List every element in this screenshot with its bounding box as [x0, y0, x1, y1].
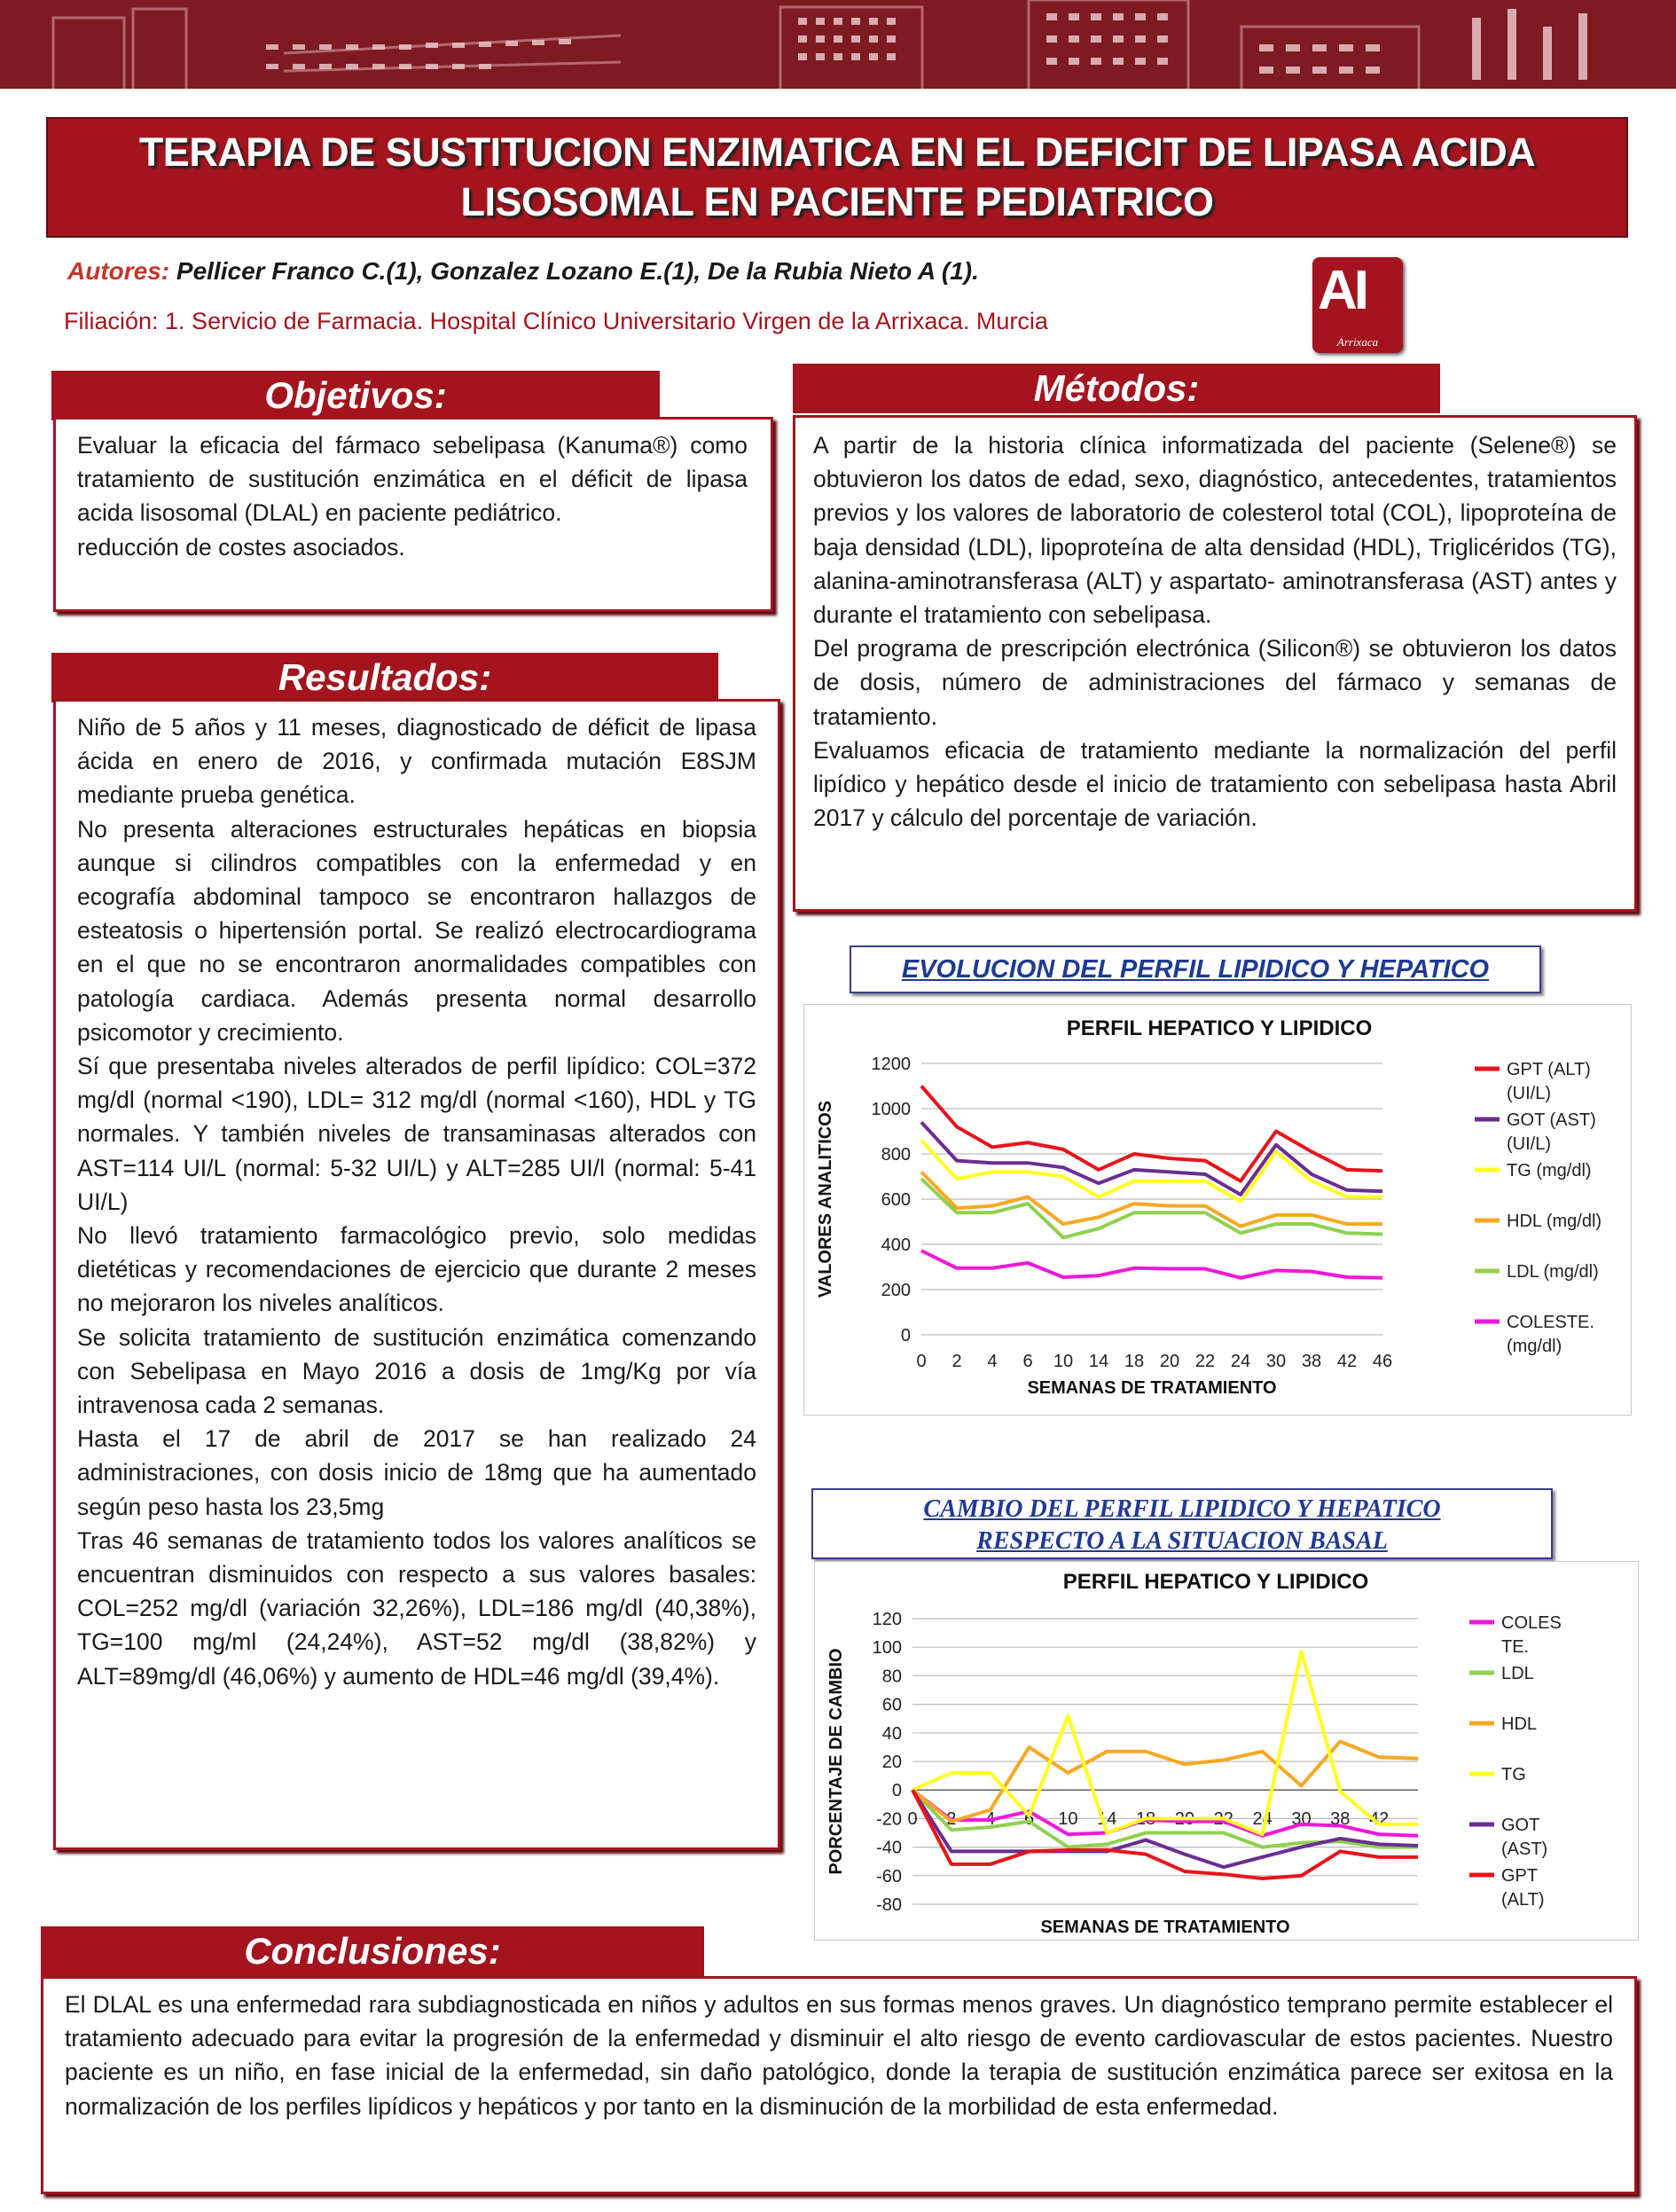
x-tick-label: 6 — [1022, 1352, 1033, 1371]
resultados-paragraph: Sí que presentaba niveles alterados de perfil lipídico: COL=372 mg/dl (normal <190), LDL= 312 mg/dl (normal <160), HDL y TG normales. Y también niveles de transaminasas alterados con AST=114 UI/L (normal: 5-32 UI/L) y ALT=285 UI/l (normal: 5-41 UI/L) — [77, 1053, 756, 1215]
conclusiones-heading: Conclusiones: — [41, 1926, 704, 1976]
y-tick-label: 400 — [881, 1235, 911, 1255]
legend-label: LDL — [1501, 1664, 1534, 1683]
series-line — [921, 1086, 1382, 1181]
affiliation: Filiación: 1. Servicio de Farmacia. Hospital Clínico Universitario Virgen de la Arrixaca. Murcia — [64, 308, 1048, 334]
objetivos-heading: Objetivos: — [51, 371, 660, 420]
x-tick-label: 4 — [985, 1809, 996, 1829]
x-axis-label: SEMANAS DE TRATAMIENTO — [1040, 1918, 1290, 1937]
x-tick-label: 22 — [1213, 1809, 1234, 1829]
x-tick-label: 20 — [1174, 1809, 1195, 1829]
metodos-paragraph: Del programa de prescripción electrónica (Silicon®) se obtuvieron los datos de dosis, número de administraciones del fármaco y semanas de tratamiento. — [813, 635, 1617, 730]
x-tick-label: 30 — [1265, 1352, 1287, 1371]
logo-text: AI — [1318, 260, 1366, 321]
x-tick-label: 10 — [1053, 1352, 1074, 1371]
legend-label: (AST) — [1501, 1839, 1548, 1859]
legend-label: (mg/dl) — [1507, 1337, 1562, 1356]
chart2-svg — [815, 1562, 1638, 1940]
legend-label: TG (mg/dl) — [1507, 1161, 1592, 1181]
x-tick-label: 4 — [987, 1352, 998, 1371]
y-tick-label: 600 — [881, 1190, 911, 1210]
x-tick-label: 46 — [1372, 1352, 1393, 1371]
legend-label: (ALT) — [1501, 1890, 1545, 1910]
y-tick-label: 80 — [881, 1667, 902, 1687]
authors-label: Autores: — [67, 257, 170, 285]
metodos-paragraph: A partir de la historia clínica informatizada del paciente (Selene®) se obtuvieron los datos de edad, sexo, diagnóstico, antecedentes, tratamientos previos y los valores de laboratorio de colesterol total (COL), lipoproteína de baja densidad (LDL), lipoproteína de alta densidad (HDL), Triglicéridos (TG), alanina-aminotransferasa (ALT) y aspartato- aminotransferasa (AST) antes y durante el tratamiento con sebelipasa. — [813, 432, 1617, 629]
x-axis-label: SEMANAS DE TRATAMIENTO — [1027, 1378, 1277, 1398]
y-tick-label: 40 — [881, 1723, 902, 1744]
y-tick-label: 800 — [881, 1145, 911, 1165]
y-tick-label: -80 — [876, 1895, 902, 1915]
x-tick-label: 42 — [1369, 1809, 1390, 1829]
y-tick-label: 1000 — [871, 1100, 911, 1119]
chart1-heading: EVOLUCION DEL PERFIL LIPIDICO Y HEPATICO — [850, 945, 1541, 993]
y-tick-label: 20 — [881, 1753, 902, 1772]
legend-label: (UI/L) — [1507, 1084, 1551, 1103]
y-tick-label: -20 — [876, 1809, 902, 1830]
x-tick-label: 42 — [1336, 1352, 1358, 1371]
legend-label: GPT — [1501, 1866, 1539, 1886]
poster-title-box — [46, 117, 1628, 238]
resultados-paragraph: Tras 46 semanas de tratamiento todos los valores analíticos se encuentran disminuidos con respecto a sus valores basales: COL=252 mg/dl (variación 32,26%), LDL=186 mg/dl (40,38%), TG=100 mg/ml (24,24%), AST=52 mg/dl (38,82%) y ALT=89mg/dl (46,06%) y aumento de HDL=46 mg/dl (39,4%). — [77, 1526, 756, 1690]
metodos-heading: Métodos: — [793, 364, 1440, 413]
legend-label: HDL — [1501, 1714, 1538, 1734]
resultados-paragraph: No llevó tratamiento farmacológico previo, solo medidas dietéticas y recomendaciones de ejercicio que durante 2 meses no mejoraron los niveles analíticos. — [77, 1222, 756, 1317]
series-line — [921, 1179, 1382, 1237]
chart2-heading-line: CAMBIO DEL PERFIL LIPIDICO Y HEPATICO — [923, 1495, 1441, 1523]
x-tick-label: 10 — [1058, 1809, 1078, 1829]
x-tick-label: 38 — [1301, 1352, 1322, 1371]
objetivos-paragraph: Evaluar la eficacia del fármaco sebelipasa (Kanuma®) como tratamiento de sustitución enzimática en el déficit de lipasa acida lisosomal (DLAL) en paciente pediátrico. — [77, 432, 748, 527]
chart2-frame — [814, 1561, 1639, 1941]
x-tick-label: 14 — [1088, 1352, 1109, 1371]
y-axis-label: VALORES ANALITICOS — [816, 1100, 835, 1298]
x-tick-label: 2 — [946, 1809, 957, 1829]
objetivos-paragraph: reducción de costes asociados. — [77, 533, 405, 561]
y-tick-label: 100 — [872, 1638, 902, 1659]
x-tick-label: 24 — [1252, 1809, 1273, 1829]
x-tick-label: 14 — [1097, 1809, 1117, 1829]
metodos-box — [793, 415, 1637, 912]
legend-label: COLESTE. — [1507, 1313, 1594, 1332]
resultados-paragraph: Hasta el 17 de abril de 2017 se han realizado 24 administraciones, con dosis inicio de 18mg que ha aumentado según peso hasta los 23,5mg — [77, 1425, 756, 1520]
chart1-frame — [803, 1004, 1632, 1416]
header-banner — [0, 0, 1676, 89]
legend-label: HDL (mg/dl) — [1507, 1212, 1602, 1231]
x-tick-label: 2 — [952, 1352, 962, 1371]
conclusiones-text: El DLAL es una enfermedad rara subdiagnosticada en niños y adultos en sus formas menos graves. Un diagnóstico temprano permite establecer el tratamiento adecuado para evitar la progresión de la enfermedad y disminuir el alto riesgo de evento cardiovascular de estos pacientes. Nuestro paciente es un niño, en fase inicial de la enfermedad, sin daño patológico, donde la terapia de sustitución enzimática parece ser exitosa en la normalización de los perfiles lipídicos y hepáticos y por tanto en la disminución de la morbilidad de esta enfermedad. — [65, 1991, 1613, 2120]
chart-title: PERFIL HEPATICO Y LIPIDICO — [1066, 1016, 1373, 1040]
authors-names: Pellicer Franco C.(1), Gonzalez Lozano E.(1), De la Rubia Nieto A (1). — [176, 257, 979, 285]
y-tick-label: -60 — [876, 1866, 902, 1886]
resultados-box — [53, 699, 780, 1850]
chart2-heading-line: RESPECTO A LA SITUACION BASAL — [976, 1527, 1388, 1555]
x-tick-label: 6 — [1023, 1809, 1035, 1829]
logo-subtext: Arrixaca — [1336, 335, 1379, 349]
poster-title: TERAPIA DE SUSTITUCION ENZIMATICA EN EL DEFICIT DE LIPASA ACIDA LISOSOMAL EN PACIENTE PEDIATRICO — [138, 129, 1536, 224]
chart-title: PERFIL HEPATICO Y LIPIDICO — [1062, 1570, 1369, 1594]
legend-label: GPT (ALT) — [1507, 1060, 1591, 1079]
x-tick-label: 22 — [1194, 1352, 1216, 1371]
chart1-svg — [804, 1005, 1631, 1415]
x-tick-label: 0 — [916, 1352, 927, 1371]
y-tick-label: 1200 — [871, 1055, 911, 1074]
legend-label: TE. — [1501, 1637, 1530, 1657]
conclusiones-box — [41, 1976, 1637, 2194]
legend-label: TG — [1501, 1765, 1526, 1785]
y-tick-label: 60 — [881, 1695, 902, 1715]
banner-decoration — [0, 0, 1676, 89]
chart2-heading — [811, 1488, 1553, 1559]
authors-line — [67, 257, 979, 286]
legend-label: (UI/L) — [1507, 1134, 1551, 1154]
y-tick-label: 200 — [881, 1281, 911, 1300]
y-tick-label: 0 — [891, 1781, 902, 1801]
resultados-heading: Resultados: — [51, 653, 718, 702]
resultados-paragraph: No presenta alteraciones estructurales hepáticas en biopsia aunque si cilindros compatibles con la enfermedad y en ecografía abdominal tampoco se encontraron hallazgos de esteatosis o hipertensión portal. Se realizó electrocardiograma en el que no se encontraron anormalidades compatibles con patología cardiaca. Además presenta normal desarrollo psicomotor y crecimiento. — [77, 815, 756, 1046]
legend-label: GOT — [1501, 1816, 1540, 1835]
legend-label: GOT (AST) — [1507, 1110, 1596, 1130]
y-axis-label: PORCENTAJE DE CAMBIO — [826, 1648, 846, 1875]
y-tick-label: -40 — [876, 1838, 902, 1858]
legend-label: LDL (mg/dl) — [1507, 1262, 1599, 1282]
x-tick-label: 30 — [1291, 1809, 1312, 1829]
x-tick-label: 0 — [907, 1809, 918, 1829]
x-tick-label: 18 — [1124, 1352, 1145, 1371]
x-tick-label: 38 — [1330, 1809, 1351, 1829]
legend-label: COLES — [1501, 1613, 1562, 1633]
objetivos-box — [53, 417, 773, 612]
resultados-paragraph: Niño de 5 años y 11 meses, diagnosticado de déficit de lipasa ácida en enero de 2016, y confirmada mutación E8SJM mediante prueba genética. — [77, 714, 756, 809]
y-tick-label: 0 — [900, 1326, 911, 1345]
resultados-paragraph: Se solicita tratamiento de sustitución enzimática comenzando con Sebelipasa en Mayo 2016 a dosis de 1mg/Kg por vía intravenosa cada 2 semanas. — [77, 1323, 756, 1419]
metodos-paragraph: Evaluamos eficacia de tratamiento mediante la normalización del perfil lipídico y hepático desde el inicio de tratamiento con sebelipasa hasta Abril 2017 y cálculo del porcentaje de variación. — [813, 736, 1617, 832]
x-tick-label: 24 — [1230, 1352, 1251, 1371]
arrixaca-logo — [1312, 257, 1403, 353]
x-tick-label: 20 — [1159, 1352, 1180, 1371]
x-tick-label: 18 — [1135, 1809, 1156, 1829]
series-line — [921, 1251, 1382, 1278]
y-tick-label: 120 — [872, 1610, 902, 1629]
